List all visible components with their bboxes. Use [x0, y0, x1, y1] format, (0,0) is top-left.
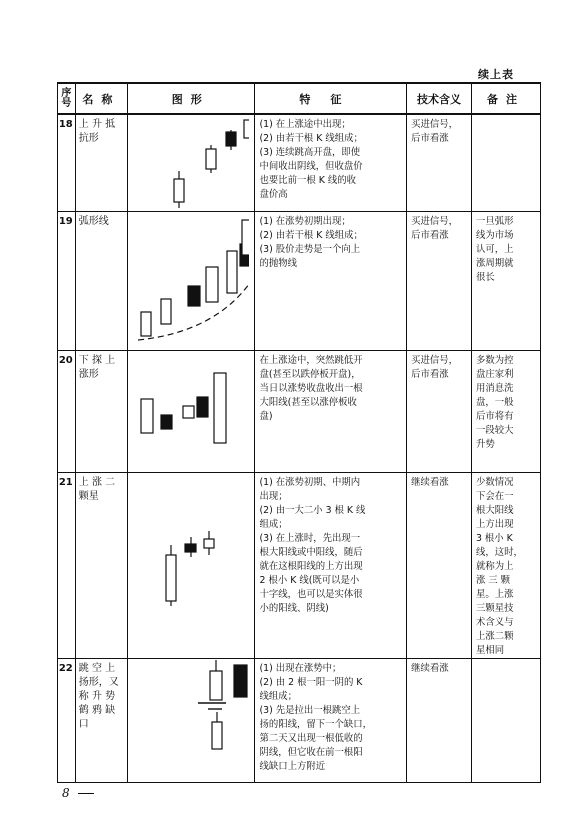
table-row — [58, 351, 541, 473]
table-row — [58, 212, 541, 351]
yang-candle — [141, 312, 151, 336]
rising-resistance-figure — [128, 115, 249, 211]
pattern-figure — [128, 114, 254, 212]
header-figure: 图形 — [128, 83, 254, 114]
dip-then-rise-figure — [128, 351, 249, 472]
yang-candle — [206, 267, 218, 302]
small-yin-candle — [185, 544, 196, 552]
pattern-figure — [128, 351, 254, 473]
header-name: 名称 — [75, 83, 127, 114]
remarks — [471, 114, 540, 212]
pattern-name: 上 涨 二 颗星 — [75, 473, 127, 659]
technical-meaning: 买进信号， 后市看涨 — [407, 114, 472, 212]
table-row — [58, 659, 541, 783]
remarks — [471, 659, 540, 783]
yang-candle — [244, 120, 249, 138]
gap-up-figure — [128, 659, 249, 781]
technical-meaning: 买进信号， 后市看涨 — [407, 212, 472, 351]
pattern-name: 上 升 抵 抗形 — [75, 114, 127, 212]
pattern-name: 弧形线 — [75, 212, 127, 351]
table-header-row — [58, 83, 541, 114]
technical-meaning: 继续看涨 — [407, 473, 472, 659]
two-stars-figure — [128, 473, 249, 636]
row-number: 22 — [58, 659, 76, 783]
pattern-figure — [128, 659, 254, 783]
row-number: 21 — [58, 473, 76, 659]
pattern-features: (1) 出现在涨势中； (2) 由 2 根一阳一阴的 K 线组成； (3) 先是拉出一根跳空上 扬的阳线，留下一个缺口， 第二天又出现一根低收的 阴线，但它收在前一根阳 线缺口上方附近 — [254, 659, 407, 783]
small-yang-candle — [204, 539, 214, 548]
row-number: 18 — [58, 114, 76, 212]
yang-candle — [161, 299, 171, 324]
yin-candle — [161, 415, 172, 429]
pattern-name: 跳 空 上 扬形，又 称 升 势 鹤 鸦 缺 口 — [75, 659, 127, 783]
pattern-name: 下 探 上 涨形 — [75, 351, 127, 473]
pattern-figure — [128, 212, 254, 351]
remarks: 少数情况 下会在一 根大阳线 上方出现 3 根小 K 线，这时， 就称为上 涨 三 颗 星。上涨 三颗星技 术含义与 上涨二颗 星相同 — [471, 473, 540, 659]
remarks: 多数为控 盘庄家利 用消息洗 盘，一般 后市将有 一段较大 升势 — [471, 351, 540, 473]
pattern-features: (1) 在涨势初期、中期内 出现； (2) 由一大二小 3 根 K 线 组成； (3) 在上涨时，先出现一 根大阳线或中阳线，随后 就在这根阳线的上方出现 2 根小 K 线(既可以是小 十字线，也可以是实体很 小的阳线、阴线) — [254, 473, 407, 659]
continued-label: 续上表 — [478, 68, 514, 81]
page-number: 8 — [62, 786, 70, 800]
header-note: 备注 — [471, 83, 540, 114]
yin-candle — [197, 397, 208, 417]
remarks: 一旦弧形 线为市场 认可，上 涨周期就 很长 — [471, 212, 540, 351]
row-number: 19 — [58, 212, 76, 351]
page-number-dash — [78, 793, 94, 794]
yin-candle — [226, 132, 236, 146]
big-yang-candle — [212, 722, 222, 749]
yang-candle — [227, 251, 237, 293]
table-row — [58, 473, 541, 659]
pattern-features: 在上涨途中，突然跳低开 盘(甚至以跌停板开盘)， 当日以涨势收盘收出一根 大阳线(甚至以涨停板收 盘) — [254, 351, 407, 473]
big-yang-candle — [214, 373, 226, 443]
technical-meaning: 买进信号， 后市看涨 — [407, 351, 472, 473]
technical-meaning: 继续看涨 — [407, 659, 472, 783]
yang-candle — [174, 179, 184, 202]
yang-candle — [206, 149, 216, 169]
pattern-features: (1) 在上涨途中出现； (2) 由若干根 K 线组成； (3) 连续跳高开盘，即使 中间收出阴线，但收盘价 也要比前一根 K 线的收 盘价高 — [254, 114, 407, 212]
header-num: 序 号 — [58, 83, 76, 114]
row-number: 20 — [58, 351, 76, 473]
kline-pattern-table — [57, 82, 541, 783]
yang-candle — [183, 406, 194, 418]
header-tech: 技术含义 — [407, 83, 472, 114]
big-yang-candle — [166, 555, 176, 601]
header-feature: 特征 — [254, 83, 407, 114]
pattern-features: (1) 在涨势初期出现； (2) 由若干根 K 线组成； (3) 股价走势是一个向上 的抛物线 — [254, 212, 407, 351]
table-row — [58, 114, 541, 212]
pattern-figure — [128, 473, 254, 659]
yang-candle — [141, 399, 153, 433]
yin-candle — [234, 665, 247, 697]
yin-candle — [188, 286, 200, 306]
arc-line-figure — [128, 212, 249, 350]
yang-candle — [210, 671, 222, 700]
yang-candle — [242, 220, 249, 255]
